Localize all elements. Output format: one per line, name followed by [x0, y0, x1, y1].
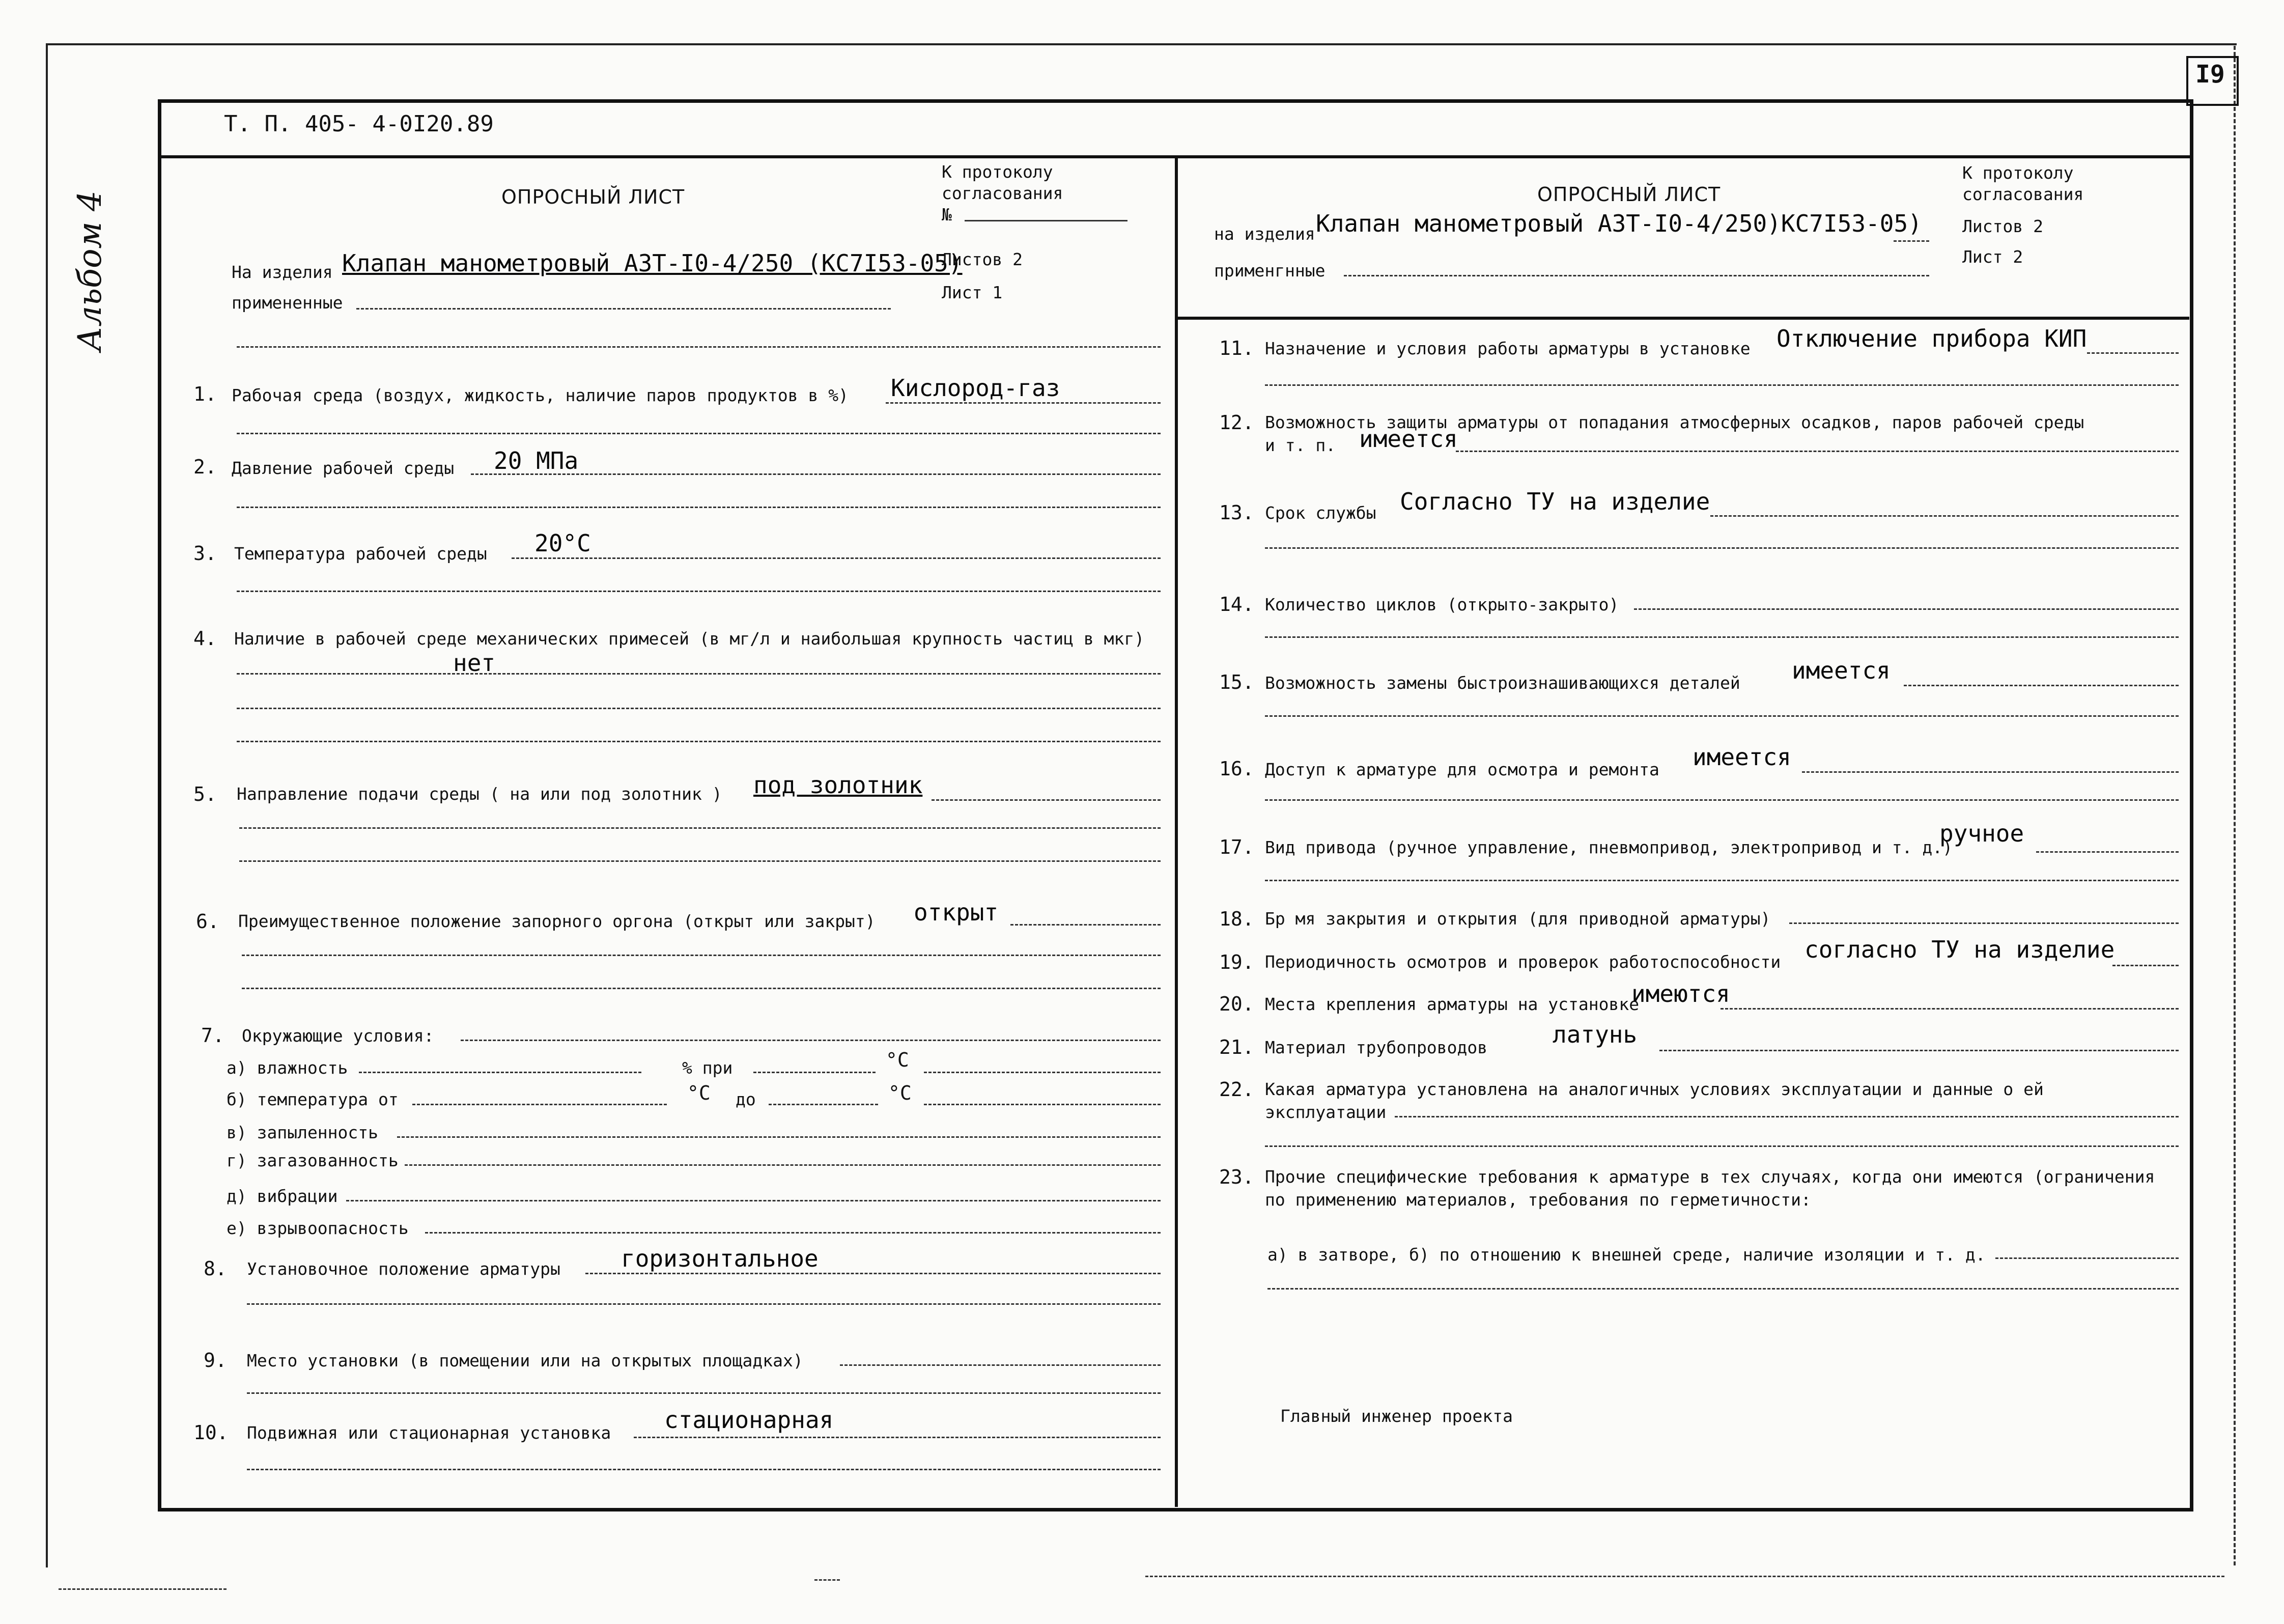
env-vibration-label: д) вибрации — [227, 1186, 338, 1206]
item-label-cont: и т. п. — [1265, 435, 1336, 455]
item-value: нет — [453, 649, 496, 677]
dashed-line — [461, 1040, 1161, 1041]
item-number: 20. — [1219, 993, 1254, 1015]
item-value: Кислород-газ — [891, 374, 1060, 402]
item-label-cont: по применению материалов, требования по герметичности: — [1265, 1190, 1811, 1210]
dashed-line — [239, 860, 1161, 862]
dashed-line — [405, 1164, 1161, 1166]
dashed-line — [769, 1104, 878, 1105]
dashed-line — [237, 346, 1161, 348]
item-label-cont: эксплуатации — [1265, 1102, 1387, 1122]
dashed-line — [1265, 715, 2179, 717]
item-value: горизонтальное — [621, 1245, 819, 1272]
item-label: Преимущественное положение запорного оргона (открыт или закрыт) — [238, 911, 876, 931]
dashed-line — [237, 741, 1161, 742]
item-value: согласно ТУ на изделие — [1804, 936, 2115, 963]
right-product-value: Клапан манометровый АЗТ-I0-4/250)КС7I53-05) — [1316, 210, 1922, 237]
dashed-line — [242, 988, 1161, 989]
item-label: Давление рабочей среды — [232, 458, 455, 478]
dashed-line — [1721, 1008, 2179, 1010]
dashed-line — [1710, 515, 2179, 517]
dashed-line — [1789, 922, 2179, 924]
dashed-line — [237, 708, 1161, 709]
dashed-line — [1265, 636, 2179, 638]
left-product-value: Клапан манометровый АЗТ-I0-4/250 (КС7I53-05) — [342, 249, 963, 277]
item-value: латунь — [1553, 1021, 1638, 1048]
item-number: 5. — [193, 783, 217, 805]
dashed-line — [1267, 1288, 2179, 1290]
right-header-divider — [1175, 317, 2189, 320]
dashed-line — [242, 955, 1161, 956]
dashed-line — [346, 1200, 1161, 1201]
item-number: 23. — [1219, 1166, 1254, 1188]
dashed-line — [471, 473, 1161, 475]
dashed-line — [924, 1104, 1161, 1105]
left-protocol-line2: согласования — [942, 183, 1063, 203]
item-label: Окружающие условия: — [242, 1026, 434, 1046]
left-form-title: ОПРОСНЫЙ ЛИСТ — [501, 186, 685, 208]
item-value: Согласно ТУ на изделие — [1400, 488, 1710, 515]
dashed-line — [2036, 851, 2179, 853]
item-number: 14. — [1219, 593, 1254, 615]
item-value: 20°С — [534, 529, 591, 557]
item-label: Места крепления арматуры на установке — [1265, 994, 1640, 1014]
item-number: 12. — [1219, 411, 1254, 434]
item-value: имеется — [1693, 743, 1791, 771]
dashed-line — [1634, 608, 2179, 610]
dashed-line — [239, 827, 1161, 829]
dashed-line — [247, 1303, 1161, 1305]
item-label: Рабочая среда (воздух, жидкость, наличие паров продуктов в %) — [232, 385, 849, 405]
env-gas-label: г) загазованность — [227, 1151, 399, 1170]
left-sheet-number: Лист 1 — [942, 283, 1003, 302]
dashed-line — [247, 1392, 1161, 1394]
dashed-line — [585, 1273, 1161, 1274]
item-label: Срок службы — [1265, 503, 1376, 523]
item-value: открыт — [914, 899, 999, 926]
chief-engineer-signature-label: Главный инженер проекта — [1280, 1406, 1513, 1426]
dashed-line — [425, 1232, 1161, 1234]
dashed-line — [753, 1072, 876, 1073]
margin-note: Альбом 4 — [71, 190, 109, 351]
item-value: имеется — [1359, 425, 1458, 453]
env-deg-a: °С — [886, 1049, 909, 1071]
document-code: Т. П. 405- 4-0I20.89 — [224, 111, 494, 137]
dashed-line — [2087, 352, 2179, 354]
dashed-line — [840, 1364, 1161, 1366]
right-used-label: применгнные — [1214, 261, 1326, 281]
right-form-title: ОПРОСНЫЙ ЛИСТ — [1537, 183, 1721, 206]
item-label: Возможность замены быстроизнашивающихся деталей — [1265, 673, 1740, 693]
left-product-label: На изделия — [232, 262, 333, 282]
dashed-line — [237, 433, 1161, 434]
dashed-line — [1802, 771, 2179, 773]
item-label: Установочное положение арматуры — [247, 1259, 560, 1279]
item-value: ручное — [1939, 820, 2024, 847]
item-value: под золотник — [753, 771, 923, 799]
left-protocol-number-label: № — [942, 205, 952, 225]
dashed-line — [932, 799, 1161, 801]
item-value: стационарная — [664, 1406, 834, 1434]
dashed-line — [1265, 384, 2179, 386]
item-number: 16. — [1219, 758, 1254, 780]
env-humidity-label: а) влажность — [227, 1058, 348, 1078]
dashed-line — [2112, 965, 2179, 966]
right-product-label: на изделия — [1214, 224, 1315, 244]
env-to-label: до — [736, 1089, 756, 1109]
item-label: Прочие специфические требования к арматуре в тех случаях, когда они имеются (ограничения — [1265, 1167, 2155, 1187]
item-number: 21. — [1219, 1036, 1254, 1058]
dashed-line — [1395, 1116, 2179, 1117]
item-label: Доступ к арматуре для осмотра и ремонта — [1265, 760, 1659, 779]
dashed-line — [1995, 1257, 2179, 1259]
dashed-line — [1894, 240, 1929, 242]
env-dust-label: в) запыленность — [227, 1123, 379, 1142]
dashed-line — [1265, 880, 2179, 881]
left-protocol-line1: К протоколу — [942, 162, 1053, 182]
dashed-line — [1904, 685, 2179, 686]
dashed-line — [634, 1437, 1161, 1438]
dashed-line — [1265, 547, 2179, 549]
item-label: Назначение и условия работы арматуры в установке — [1265, 339, 1751, 358]
item-value: Отключение прибора КИП — [1777, 325, 2087, 352]
item-label: Подвижная или стационарная установка — [247, 1423, 611, 1443]
env-deg-b2: °С — [888, 1082, 912, 1104]
dashed-line — [237, 673, 1161, 675]
env-deg-b1: °С — [687, 1082, 711, 1104]
item-number: 8. — [204, 1257, 227, 1280]
item-number: 10. — [193, 1421, 229, 1444]
item-label: Периодичность осмотров и проверок работоспособности — [1265, 952, 1781, 972]
item-label: Наличие в рабочей среде механических примесей (в мг/л и наибольшая крупность частиц в мкг) — [234, 629, 1145, 649]
right-sheets-count: Листов 2 — [1962, 216, 2043, 236]
right-protocol-line2: согласования — [1962, 184, 2084, 204]
header-divider — [158, 155, 2190, 158]
sheet-number: I9 — [2195, 60, 2225, 89]
dashed-line — [1456, 451, 2179, 452]
dashed-line — [1265, 1145, 2179, 1147]
item-number: 15. — [1219, 671, 1254, 693]
dashed-line — [237, 507, 1161, 508]
item-label: Место установки (в помещении или на открытых площадках) — [247, 1351, 803, 1370]
dashed-line — [356, 308, 891, 310]
dashed-line — [886, 402, 1161, 404]
dashed-line — [247, 1469, 1161, 1470]
item-number: 6. — [196, 910, 219, 933]
item-value: имеются — [1631, 980, 1730, 1007]
center-divider — [1175, 155, 1178, 1507]
dashed-line — [1659, 1050, 2179, 1051]
item-number: 1. — [193, 383, 217, 405]
env-percent-label: % при — [682, 1058, 733, 1078]
item-number: 2. — [193, 456, 217, 478]
dashed-line — [1265, 799, 2179, 801]
item-number: 22. — [1219, 1078, 1254, 1101]
dashed-line — [512, 557, 1161, 559]
right-sheet-number: Лист 2 — [1962, 247, 2023, 267]
item-label: Материал трубопроводов — [1265, 1038, 1488, 1057]
dashed-line — [237, 591, 1161, 592]
dashed-line — [924, 1072, 1161, 1073]
item-label: Какая арматура установлена на аналогичных условиях эксплуатации и данные о ей — [1265, 1079, 2044, 1099]
item-label: Количество циклов (открыто-закрыто) — [1265, 595, 1619, 614]
item-label: Бр мя закрытия и открытия (для приводной арматуры) — [1265, 909, 1771, 929]
dashed-line — [1344, 275, 1929, 276]
item-number: 11. — [1219, 337, 1254, 359]
item-number: 19. — [1219, 951, 1254, 973]
item-number: 7. — [201, 1024, 224, 1047]
left-sheets-count: Листов 2 — [942, 249, 1023, 269]
item-number: 13. — [1219, 501, 1254, 524]
dashed-line — [1010, 924, 1161, 926]
item-label: Возможность защиты арматуры от попадания атмосферных осадков, паров рабочей среды — [1265, 412, 2084, 432]
item-number: 3. — [193, 542, 217, 565]
dashed-line — [397, 1136, 1161, 1138]
item-label: Направление подачи среды ( на или под золотник ) — [237, 784, 722, 804]
item-value: имеется — [1792, 657, 1891, 684]
item-label: Температура рабочей среды — [234, 544, 487, 564]
item-number: 4. — [193, 627, 217, 650]
item-value: 20 МПа — [494, 447, 579, 474]
env-explosion-label: е) взрывоопасность — [227, 1218, 409, 1238]
dashed-line — [59, 1588, 227, 1590]
item-number: 17. — [1219, 836, 1254, 858]
dashed-line — [1145, 1576, 2224, 1577]
item-label: Вид привода (ручное управление, пневмопривод, электропривод и т. д.) — [1265, 837, 1953, 857]
protocol-number-line — [965, 220, 1127, 221]
dashed-line — [359, 1072, 641, 1073]
item-number: 9. — [204, 1349, 227, 1371]
left-used-label: примененные — [232, 293, 343, 313]
outer-frame-right — [2234, 46, 2236, 1565]
dashed-line — [814, 1579, 840, 1581]
right-protocol-line1: К протоколу — [1962, 163, 2074, 183]
dashed-line — [412, 1104, 667, 1105]
item-23-sub: а) в затворе, б) по отношению к внешней среде, наличие изоляции и т. д. — [1267, 1245, 1986, 1265]
item-number: 18. — [1219, 908, 1254, 930]
env-temperature-label: б) температура от — [227, 1089, 399, 1109]
